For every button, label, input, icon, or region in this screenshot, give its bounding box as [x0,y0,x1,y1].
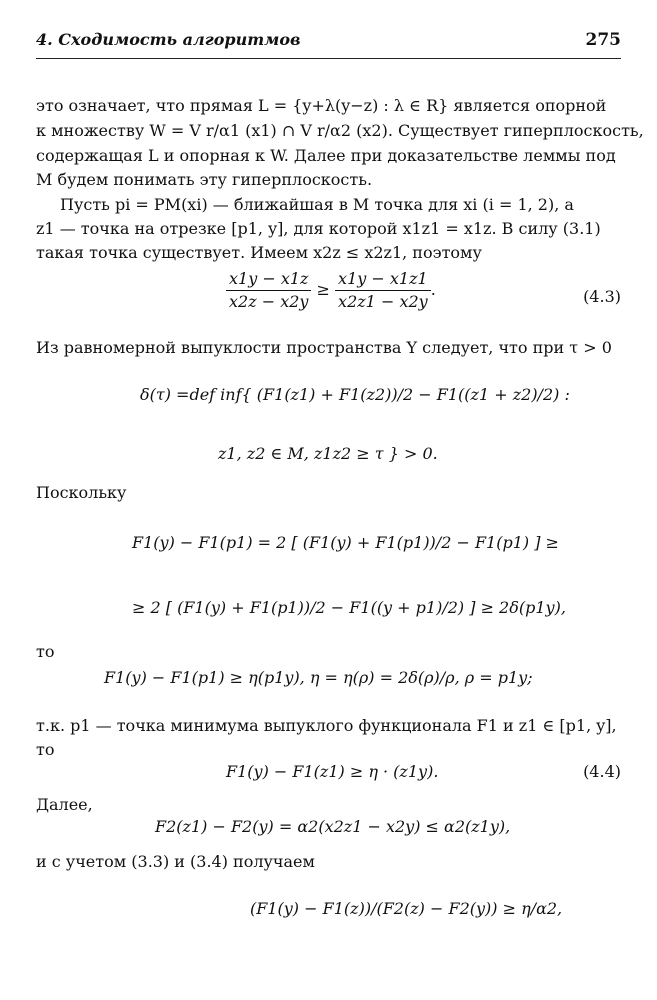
text-line: т.к. p1 — точка минимума выпуклого функционала F1 и z1 ∈ [p1, y], [36,716,617,735]
text-line: Далее, [36,795,93,814]
eq43-lhs-denominator: x2z − x2y [229,292,309,311]
text-line: M будем понимать эту гиперплоскость. [36,170,373,189]
header-rule [36,58,621,59]
eq43-rhs-denominator: x2z1 − x2y [338,292,428,311]
eta-equation: F1(y) − F1(p1) ≥ η(p1y), η = η(ρ) = 2δ(ρ)/ρ, ρ = p1y; [104,668,533,687]
text-line: такая точка существует. Имеем x2z ≤ x2z1, поэтому [36,243,482,262]
text-line: содержащая L и опорная к W. Далее при доказательстве леммы под [36,146,616,165]
text-line: z1 — точка на отрезке [p1, y], для которой x1z1 = x1z. В силу (3.1) [36,219,601,238]
text-line: Из равномерной выпуклости пространства Y следует, что при τ > 0 [36,338,612,357]
text-line: то [36,642,55,661]
text-line: Поскольку [36,483,127,502]
delta-definition-line-2: z1, z2 ∈ M, z1z2 ≥ τ } > 0. [218,444,438,463]
equation-4-4: F1(y) − F1(z1) ≥ η · (z1y). [226,762,439,781]
equation-label: (4.4) [583,762,621,781]
text-line: и с учетом (3.3) и (3.4) получаем [36,852,315,871]
text-line: это означает, что прямая L = {y+λ(y−z) : λ ∈ R} является опорной [36,96,607,115]
equation-label: (4.3) [583,287,621,306]
page-number: 275 [585,30,621,50]
eq43-lhs-numerator: x1y − x1z [226,268,311,291]
page-header [36,30,621,54]
since-equation-line-2: ≥ 2 [ (F1(y) + F1(p1))/2 − F1((y + p1)/2) ] ≥ 2δ(p1y), [132,598,566,617]
equation-4-3: $\frac{x1y - x1z}{x2z - x2y}$ ≥ $\frac{x1y - x1z1}{x2z1 - x2y}$ . [226,268,436,313]
text-line: Пусть pi = PM(xi) — ближайшая в M точка для xi (i = 1, 2), а [60,195,574,214]
running-title: 4. Сходимость алгоритмов [36,30,301,49]
f2-equation: F2(z1) − F2(y) = α2(x2z1 − x2y) ≤ α2(z1y), [155,817,511,836]
delta-definition-line-1: δ(τ) =def inf{ (F1(z1) + F1(z2))/2 − F1((z1 + z2)/2) : [140,385,570,404]
since-equation-line-1: F1(y) − F1(p1) = 2 [ (F1(y) + F1(p1))/2 − F1(p1) ] ≥ [132,533,559,552]
text-line: к множеству W = V r/α1 (x1) ∩ V r/α2 (x2). Существует гиперплоскость, [36,121,644,140]
eq43-rhs-numerator: x1y − x1z1 [335,268,431,291]
final-inequality: (F1(y) − F1(z))/(F2(z) − F2(y)) ≥ η/α2, [250,899,563,918]
text-line: то [36,740,55,759]
